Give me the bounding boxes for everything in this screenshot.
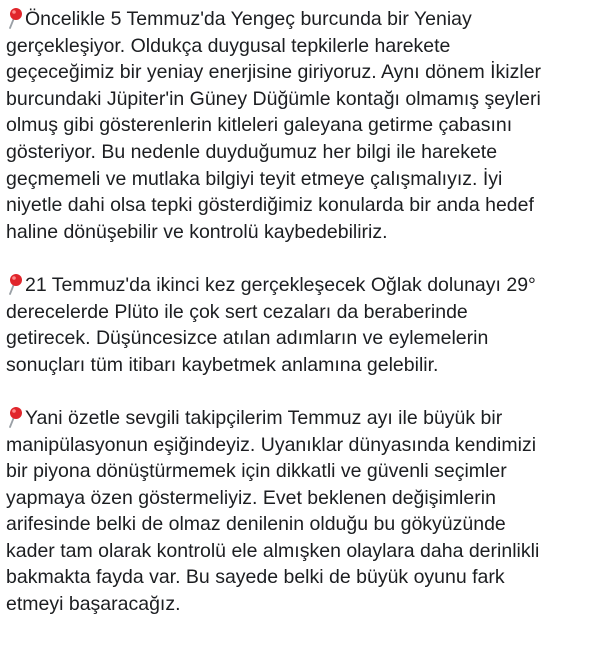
text-line: gerçekleşiyor. Oldukça duygusal tepkilerle harekete [6,34,451,57]
text-line: bakmakta fayda var. Bu sayede belki de büyük oyunu fark [6,566,505,589]
line-text: 21 Temmuz'da ikinci kez gerçekleşecek Oğlak dolunayı 29° [25,273,536,296]
line-text: Öncelikle 5 Temmuz'da Yengeç burcunda bir Yeniay [25,8,472,30]
paragraph-summary [6,405,598,618]
text-line: yapmaya özen göstermeliyiz. Evet beklenen değişimlerin [6,486,496,509]
text-line: olmuş gibi gösterenlerin kitleleri galeyana getirme çabasını [6,114,513,137]
text-line: burcundaki Jüpiter'in Güney Düğümle kontağı olmamış şeyleri [6,87,541,110]
line-text: Yani özetle sevgili takipçilerim Temmuz ayı ile büyük bir [25,406,503,429]
text-line: manipülasyonun eşiğindeyiz. Uyanıklar dünyasında kendimizi [6,433,537,456]
text-line: haline dönüşebilir ve kontrolü kaybedebiliriz. [6,220,388,243]
round-pushpin-icon [6,7,24,29]
text-line [6,6,598,33]
paragraph-new-moon [6,6,598,245]
text-line: sonuçları tüm itibarı kaybetmek anlamına gelebilir. [6,353,439,376]
text-line: bir piyona dönüştürmemek için dikkatli ve güvenli seçimler [6,460,507,483]
text-line: niyetle dahi olsa tepki gösterdiğimiz konularda bir anda hedef [6,194,534,217]
text-line: arifesinde belki de olmaz denilenin olduğu bu gökyüzünde [6,513,506,536]
post-body [6,6,598,644]
text-line: geçeceğimiz bir yeniay enerjisine giriyoruz. Aynı dönem İkizler [6,61,542,84]
text-line: gösteriyor. Bu nedenle duyduğumuz her bilgi ile harekete [6,140,498,163]
text-line: geçmemeli ve mutlaka bilgiyi teyit etmeye çalışmalıyız. İyi [6,167,503,190]
text-line [6,272,598,299]
text-line: getirecek. Düşüncesizce atılan adımların ve eylemelerin [6,327,489,350]
round-pushpin-icon [6,273,24,295]
paragraph-full-moon [6,272,598,378]
text-line: derecelerde Plüto ile çok sert cezaları da beraberinde [6,300,468,323]
round-pushpin-icon [6,406,24,428]
text-line: etmeyi başaracağız. [6,593,181,616]
text-line: kader tam olarak kontrolü ele almışken olaylara daha derinlikli [6,539,540,562]
text-line [6,405,598,432]
